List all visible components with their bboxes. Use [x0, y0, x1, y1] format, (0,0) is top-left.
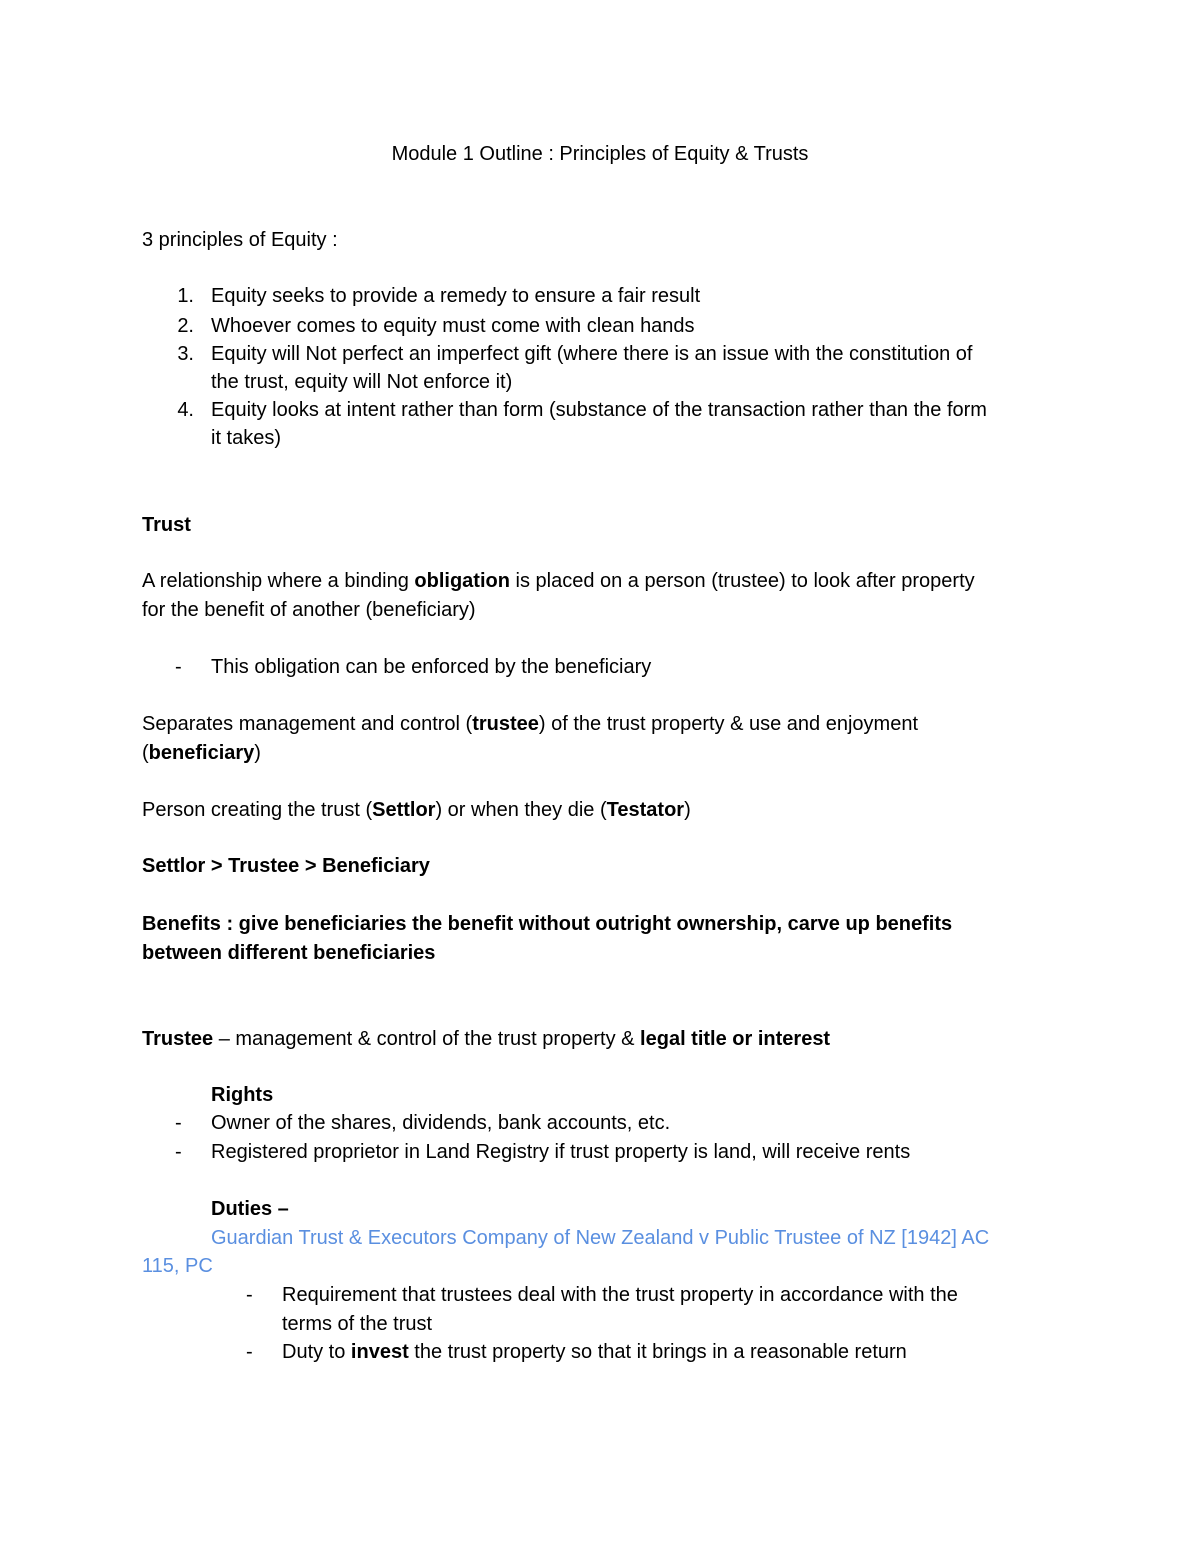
person-part: )	[684, 799, 691, 821]
trust-def-text: A relationship where a binding	[142, 570, 415, 592]
trustee-bold: legal title or interest	[640, 1028, 831, 1050]
person-bold: Settlor	[372, 799, 436, 821]
list-item: Equity will Not perfect an imperfect gift (where there is an issue with the constitution of	[211, 343, 973, 365]
trustee-text	[142, 1025, 830, 1053]
bullet-dash: -	[175, 656, 182, 678]
separates-bold: beneficiary	[148, 742, 255, 764]
duties-part: Duty to	[282, 1341, 351, 1363]
duties-item-continuation: terms of the trust	[282, 1313, 433, 1335]
duties-item	[282, 1338, 907, 1366]
trust-definition-continuation: for the benefit of another (beneficiary)	[142, 599, 476, 621]
separates-bold: trustee	[472, 713, 539, 735]
person-bold: Testator	[606, 799, 685, 821]
trust-definition	[142, 567, 975, 595]
list-number: 3.	[177, 343, 194, 365]
list-number: 4.	[177, 399, 194, 421]
duties-item: Requirement that trustees deal with the trust property in accordance with the	[282, 1284, 958, 1306]
case-citation-link[interactable]: Guardian Trust & Executors Company of New Zealand v Public Trustee of NZ [1942] AC	[211, 1227, 990, 1249]
list-item: Equity looks at intent rather than form (substance of the transaction rather than the form	[211, 399, 987, 421]
person-part: Person creating the trust (	[142, 799, 373, 821]
trustee-bold: Trustee	[142, 1028, 214, 1050]
trust-heading: Trust	[142, 514, 191, 536]
bullet-dash: -	[246, 1284, 253, 1306]
page-title: Module 1 Outline : Principles of Equity & Trusts	[391, 143, 809, 165]
bullet-dash: -	[175, 1112, 182, 1134]
bullet-dash: -	[246, 1341, 253, 1363]
trust-def-bold: obligation	[414, 570, 510, 592]
principles-heading: 3 principles of Equity :	[142, 229, 338, 251]
duties-bold: invest	[350, 1341, 409, 1363]
person-creating-text	[142, 796, 691, 824]
rights-item: Registered proprietor in Land Registry if trust property is land, will receive rents	[211, 1141, 911, 1163]
duties-heading: Duties –	[211, 1198, 289, 1220]
list-item-continuation: the trust, equity will Not enforce it)	[211, 371, 513, 393]
trustee-part: – management & control of the trust property &	[213, 1028, 641, 1050]
settlor-chain: Settlor > Trustee > Beneficiary	[142, 855, 430, 877]
trust-def-text: is placed on a person (trustee) to look after property	[509, 570, 975, 592]
list-item: Whoever comes to equity must come with clean hands	[211, 315, 695, 337]
list-item: Equity seeks to provide a remedy to ensure a fair result	[211, 285, 701, 307]
rights-heading: Rights	[211, 1084, 274, 1106]
duties-part: the trust property so that it brings in a reasonable return	[408, 1341, 907, 1363]
person-part: ) or when they die (	[435, 799, 607, 821]
separates-part: (	[142, 742, 149, 764]
bullet-dash: -	[175, 1141, 182, 1163]
list-item-continuation: it takes)	[211, 427, 282, 449]
separates-part: )	[254, 742, 261, 764]
list-number: 2.	[177, 315, 194, 337]
benefits-continuation: between different beneficiaries	[142, 942, 436, 964]
benefits-text: Benefits : give beneficiaries the benefit without outright ownership, carve up benefits	[142, 913, 953, 935]
case-citation-link-continuation[interactable]: 115, PC	[142, 1255, 213, 1277]
list-number: 1.	[177, 285, 194, 307]
separates-continuation	[142, 739, 261, 767]
rights-item: Owner of the shares, dividends, bank accounts, etc.	[211, 1112, 671, 1134]
separates-part: ) of the trust property & use and enjoyment	[538, 713, 918, 735]
separates-text	[142, 710, 918, 738]
trust-bullet: This obligation can be enforced by the beneficiary	[211, 656, 652, 678]
separates-part: Separates management and control (	[142, 713, 473, 735]
